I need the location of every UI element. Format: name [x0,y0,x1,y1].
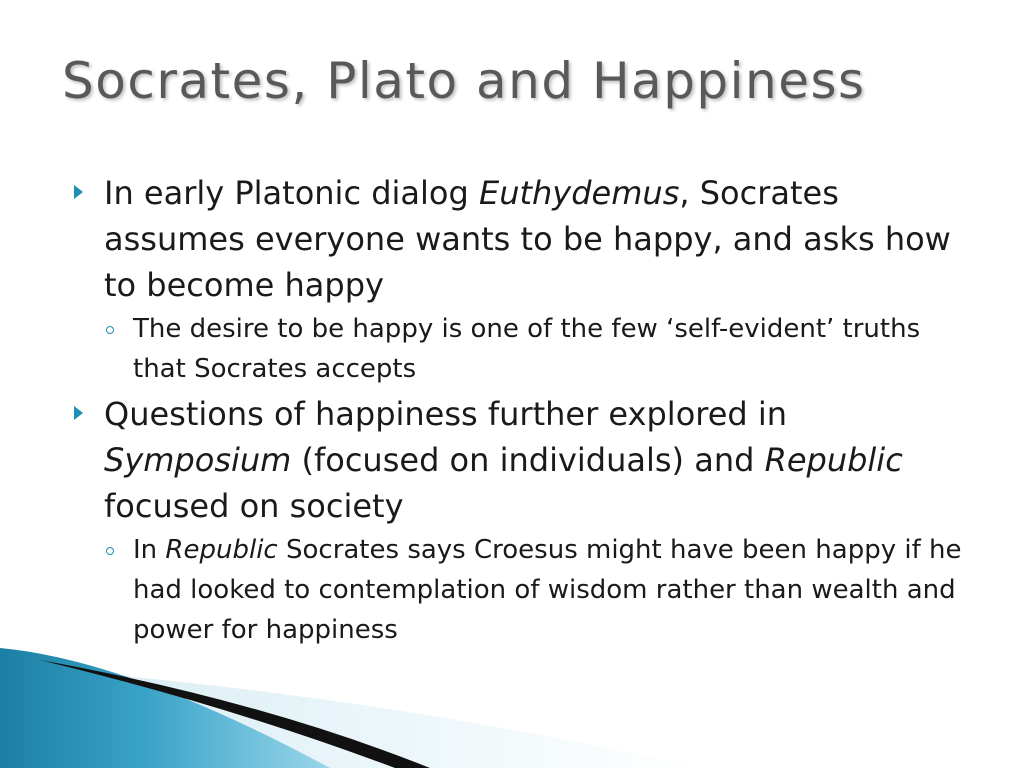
bullet-2-text-em-2: Republic [764,441,903,479]
bullet-1-text-pre: In early Platonic dialog [104,174,479,212]
slide-title: Socrates, Plato and Happiness [62,52,866,110]
bullet-2-sub-1-text-em: Republic [165,535,278,565]
bullet-2-text-em-1: Symposium [104,441,292,479]
bullet-1-sub-1-text: The desire to be happy is one of the few ‘self-evident’ truths that Socrates accepts [133,314,921,384]
bullet-2-text-post: focused on society [104,487,404,525]
bullet-1-text-post: , Socrates assumes everyone wants to be happy, and asks how to become happy [104,174,951,304]
bullet-2-sub-1-text-pre: In [133,535,166,565]
bullet-2-sub-1-text-post: Socrates says Croesus might have been happy if he had looked to contemplation of wisdom rather than wealth and power for happiness [133,535,962,645]
bullet-2-text-pre: Questions of happiness further explored in [104,395,788,433]
bullet-1-text-em: Euthydemus [478,174,680,212]
bullet-2-text-mid: (focused on individuals) and [291,441,765,479]
